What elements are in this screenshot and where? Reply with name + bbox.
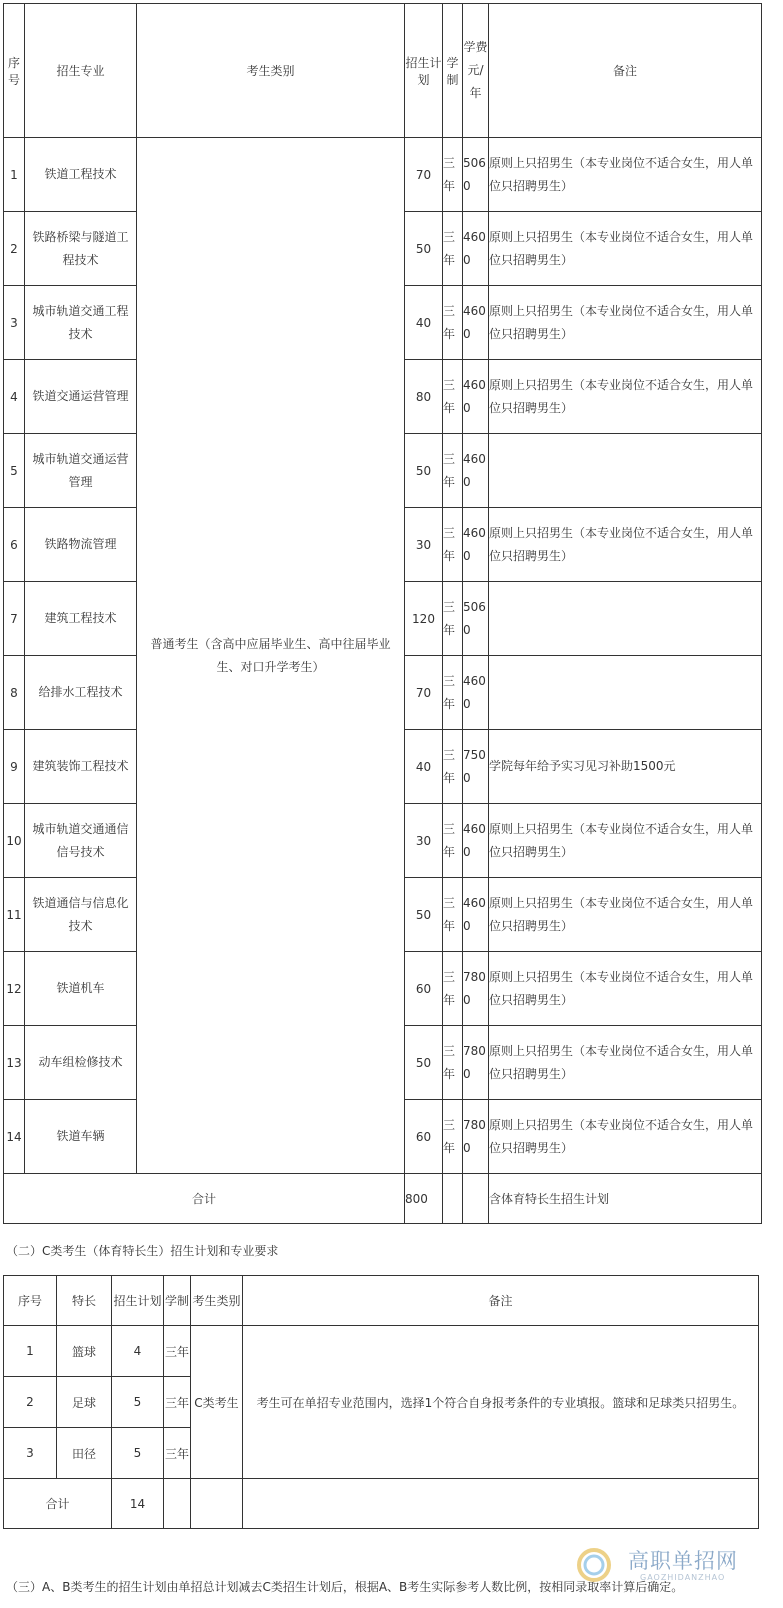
table-total-row	[4, 1174, 762, 1224]
row-num: 3	[4, 286, 25, 360]
row-remark: 原则上只招男生（本专业岗位不适合女生，用人单位只招聘男生）	[489, 360, 762, 434]
row-duration: 三年	[443, 360, 463, 434]
row-num: 1	[4, 138, 25, 212]
row-major: 给排水工程技术	[25, 656, 137, 730]
row-duration: 三年	[443, 212, 463, 286]
row-fee: 4600	[463, 878, 489, 952]
row-major: 铁道交通运营管理	[25, 360, 137, 434]
row-specialty: 篮球	[57, 1326, 112, 1377]
row-remark: 原则上只招男生（本专业岗位不适合女生，用人单位只招聘男生）	[489, 878, 762, 952]
table-header-row	[4, 4, 762, 138]
row-fee: 5060	[463, 582, 489, 656]
row-plan: 80	[405, 360, 443, 434]
watermark-text: 高职单招网	[628, 1549, 738, 1573]
row-duration: 三年	[443, 508, 463, 582]
row-duration: 三年	[443, 656, 463, 730]
row-num: 13	[4, 1026, 25, 1100]
row-plan: 60	[405, 1100, 443, 1174]
row-num: 2	[4, 1377, 57, 1428]
row-remark: 原则上只招男生（本专业岗位不适合女生，用人单位只招聘男生）	[489, 952, 762, 1026]
header-plan: 招生计划	[112, 1276, 164, 1326]
row-category: C类考生	[191, 1326, 243, 1479]
row-major: 动车组检修技术	[25, 1026, 137, 1100]
row-duration: 三年	[164, 1326, 191, 1377]
total-fee	[463, 1174, 489, 1224]
row-remark	[489, 656, 762, 730]
row-plan: 120	[405, 582, 443, 656]
row-duration: 三年	[443, 1026, 463, 1100]
row-fee: 4600	[463, 508, 489, 582]
row-remark: 原则上只招男生（本专业岗位不适合女生，用人单位只招聘男生）	[489, 1026, 762, 1100]
header-fee: 学费元/年	[463, 4, 489, 138]
row-major: 铁道工程技术	[25, 138, 137, 212]
row-duration: 三年	[443, 1100, 463, 1174]
row-plan: 50	[405, 1026, 443, 1100]
row-plan: 50	[405, 212, 443, 286]
row-duration: 三年	[443, 582, 463, 656]
enrollment-plan-table	[3, 3, 762, 1224]
header-specialty: 特长	[57, 1276, 112, 1326]
row-duration: 三年	[443, 138, 463, 212]
header-plan: 招生计划	[405, 4, 443, 138]
header-category: 考生类别	[191, 1276, 243, 1326]
row-fee: 4600	[463, 212, 489, 286]
row-fee: 4600	[463, 360, 489, 434]
row-remark: 原则上只招男生（本专业岗位不适合女生，用人单位只招聘男生）	[489, 286, 762, 360]
section-2-title: （二）C类考生（体育特长生）招生计划和专业要求	[6, 1244, 279, 1258]
row-major: 城市轨道交通工程技术	[25, 286, 137, 360]
row-major: 建筑装饰工程技术	[25, 730, 137, 804]
row-duration: 三年	[443, 952, 463, 1026]
row-fee: 7800	[463, 1100, 489, 1174]
row-remark: 原则上只招男生（本专业岗位不适合女生，用人单位只招聘男生）	[489, 138, 762, 212]
row-plan: 40	[405, 286, 443, 360]
header-remark: 备注	[489, 4, 762, 138]
row-fee: 7500	[463, 730, 489, 804]
row-remark: 原则上只招男生（本专业岗位不适合女生，用人单位只招聘男生）	[489, 804, 762, 878]
sports-enrollment-table	[3, 1275, 759, 1529]
row-major: 铁路物流管理	[25, 508, 137, 582]
row-num: 5	[4, 434, 25, 508]
total-label: 合计	[4, 1174, 405, 1224]
row-duration: 三年	[443, 804, 463, 878]
row-category: 普通考生（含高中应届毕业生、高中往届毕业生、对口升学考生）	[137, 138, 405, 1174]
watermark-subtext: GAOZHIDANZHAO	[640, 1573, 726, 1582]
row-major: 铁道通信与信息化技术	[25, 878, 137, 952]
row-remark	[489, 582, 762, 656]
table-row	[4, 138, 762, 212]
total-category	[191, 1479, 243, 1529]
row-remark	[489, 434, 762, 508]
row-num: 14	[4, 1100, 25, 1174]
row-remark: 考生可在单招专业范围内，选择1个符合自身报考条件的专业填报。篮球和足球类只招男生。	[243, 1326, 759, 1479]
row-remark: 原则上只招男生（本专业岗位不适合女生，用人单位只招聘男生）	[489, 508, 762, 582]
total-duration	[164, 1479, 191, 1529]
total-remark: 含体育特长生招生计划	[489, 1174, 762, 1224]
row-num: 4	[4, 360, 25, 434]
row-fee: 4600	[463, 656, 489, 730]
row-duration: 三年	[164, 1428, 191, 1479]
row-plan: 70	[405, 656, 443, 730]
row-num: 2	[4, 212, 25, 286]
row-num: 6	[4, 508, 25, 582]
header-major: 招生专业	[25, 4, 137, 138]
row-major: 铁路桥梁与隧道工程技术	[25, 212, 137, 286]
row-num: 7	[4, 582, 25, 656]
row-fee: 4600	[463, 434, 489, 508]
row-num: 10	[4, 804, 25, 878]
row-fee: 5060	[463, 138, 489, 212]
row-plan: 5	[112, 1377, 164, 1428]
header-category: 考生类别	[137, 4, 405, 138]
header-num: 序号	[4, 4, 25, 138]
row-plan: 60	[405, 952, 443, 1026]
row-major: 铁道机车	[25, 952, 137, 1026]
section-3-text: （三）A、B类考生的招生计划由单招总计划减去C类招生计划后，根据A、B考生实际参考人数比例，按相同录取率计算后确定。	[6, 1580, 684, 1594]
table-total-row	[4, 1479, 759, 1529]
row-duration: 三年	[443, 434, 463, 508]
row-plan: 4	[112, 1326, 164, 1377]
row-remark: 原则上只招男生（本专业岗位不适合女生，用人单位只招聘男生）	[489, 1100, 762, 1174]
row-plan: 30	[405, 508, 443, 582]
row-remark: 学院每年给予实习见习补助1500元	[489, 730, 762, 804]
row-remark: 原则上只招男生（本专业岗位不适合女生，用人单位只招聘男生）	[489, 212, 762, 286]
row-major: 城市轨道交通运营管理	[25, 434, 137, 508]
row-num: 11	[4, 878, 25, 952]
total-plan: 800	[405, 1174, 443, 1224]
total-duration	[443, 1174, 463, 1224]
table-header-row	[4, 1276, 759, 1326]
header-duration: 学制	[443, 4, 463, 138]
table-row	[4, 1326, 759, 1377]
row-duration: 三年	[443, 730, 463, 804]
row-plan: 30	[405, 804, 443, 878]
row-major: 铁道车辆	[25, 1100, 137, 1174]
row-num: 1	[4, 1326, 57, 1377]
total-remark	[243, 1479, 759, 1529]
row-num: 9	[4, 730, 25, 804]
row-duration: 三年	[443, 878, 463, 952]
row-specialty: 田径	[57, 1428, 112, 1479]
row-plan: 50	[405, 878, 443, 952]
header-num: 序号	[4, 1276, 57, 1326]
row-num: 3	[4, 1428, 57, 1479]
row-fee: 7800	[463, 1026, 489, 1100]
row-plan: 40	[405, 730, 443, 804]
row-plan: 5	[112, 1428, 164, 1479]
row-major: 建筑工程技术	[25, 582, 137, 656]
row-duration: 三年	[443, 286, 463, 360]
row-num: 12	[4, 952, 25, 1026]
row-duration: 三年	[164, 1377, 191, 1428]
row-fee: 4600	[463, 804, 489, 878]
row-fee: 7800	[463, 952, 489, 1026]
row-plan: 50	[405, 434, 443, 508]
total-label: 合计	[4, 1479, 112, 1529]
header-duration: 学制	[164, 1276, 191, 1326]
total-plan: 14	[112, 1479, 164, 1529]
row-major: 城市轨道交通通信信号技术	[25, 804, 137, 878]
row-specialty: 足球	[57, 1377, 112, 1428]
row-fee: 4600	[463, 286, 489, 360]
row-num: 8	[4, 656, 25, 730]
row-plan: 70	[405, 138, 443, 212]
header-remark: 备注	[243, 1276, 759, 1326]
